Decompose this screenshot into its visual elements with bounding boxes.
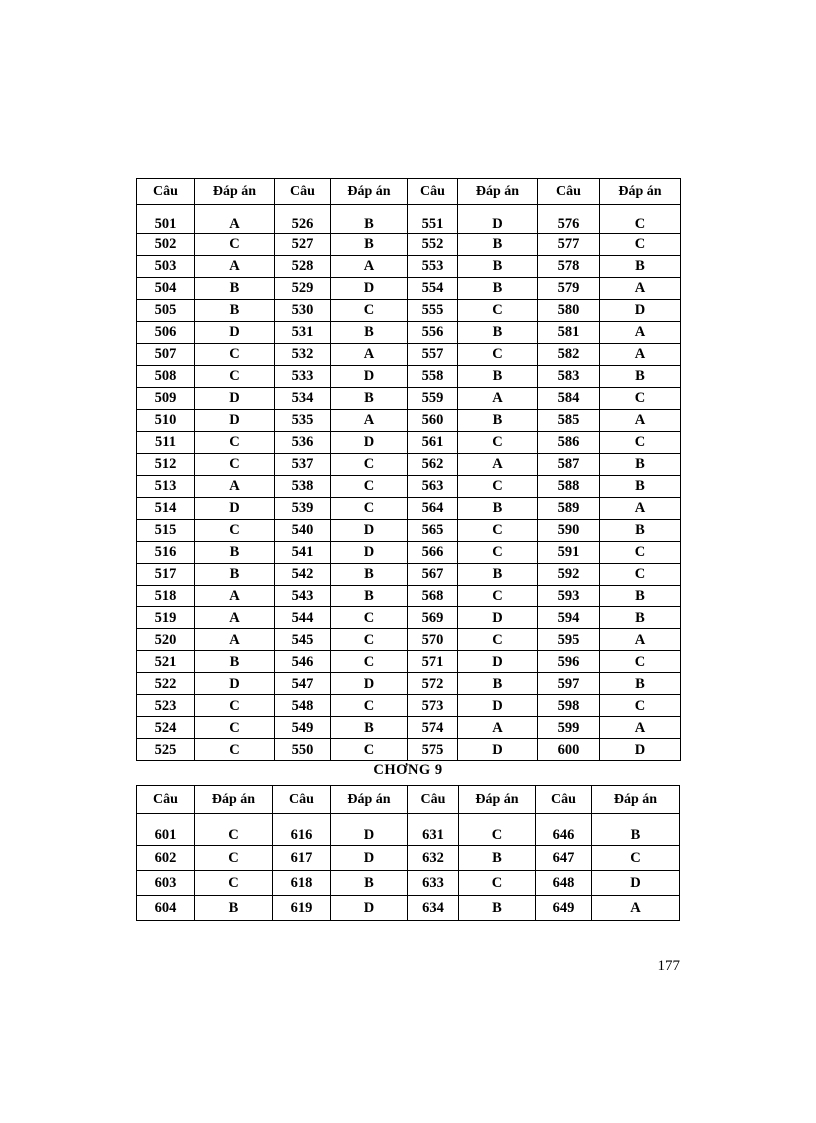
question-number-cell: 528 <box>275 255 331 277</box>
answer-cell: B <box>195 563 275 585</box>
answer-cell: A <box>458 387 538 409</box>
answer-cell: D <box>458 695 538 717</box>
question-number-cell: 531 <box>275 321 331 343</box>
answer-cell: A <box>600 629 681 651</box>
question-number-cell: 592 <box>538 563 600 585</box>
header-dap-an: Đáp án <box>331 786 408 814</box>
question-number-cell: 588 <box>538 475 600 497</box>
question-number-cell: 547 <box>275 673 331 695</box>
question-number-cell: 564 <box>408 497 458 519</box>
question-number-cell: 604 <box>137 896 195 921</box>
answer-cell: D <box>592 871 680 896</box>
answer-cell: D <box>331 896 408 921</box>
answer-cell: A <box>458 453 538 475</box>
answer-cell: B <box>331 387 408 409</box>
question-number-cell: 558 <box>408 365 458 387</box>
header-cau: Câu <box>137 179 195 205</box>
table-row <box>137 497 681 519</box>
question-number-cell: 523 <box>137 695 195 717</box>
answer-cell: B <box>458 321 538 343</box>
table-row <box>137 255 681 277</box>
answer-cell: C <box>592 846 680 871</box>
answer-cell: D <box>331 541 408 563</box>
answer-cell: B <box>195 896 273 921</box>
question-number-cell: 589 <box>538 497 600 519</box>
question-number-cell: 634 <box>408 896 459 921</box>
question-number-cell: 508 <box>137 365 195 387</box>
answer-cell: B <box>600 519 681 541</box>
question-number-cell: 525 <box>137 739 195 761</box>
question-number-cell: 554 <box>408 277 458 299</box>
question-number-cell: 519 <box>137 607 195 629</box>
answer-cell: B <box>600 255 681 277</box>
answer-cell: D <box>600 739 681 761</box>
question-number-cell: 527 <box>275 234 331 256</box>
question-number-cell: 532 <box>275 343 331 365</box>
question-number-cell: 541 <box>275 541 331 563</box>
answer-cell: D <box>331 519 408 541</box>
answer-cell: C <box>458 299 538 321</box>
question-number-cell: 535 <box>275 409 331 431</box>
answer-cell: D <box>195 321 275 343</box>
question-number-cell: 568 <box>408 585 458 607</box>
answer-cell: D <box>195 497 275 519</box>
answer-cell: C <box>458 343 538 365</box>
question-number-cell: 570 <box>408 629 458 651</box>
answer-cell: D <box>195 387 275 409</box>
chapter-heading: CHƠNG 9 <box>373 762 443 778</box>
table-row <box>137 695 681 717</box>
table-row <box>137 205 681 234</box>
question-number-cell: 546 <box>275 651 331 673</box>
answer-cell: C <box>331 497 408 519</box>
question-number-cell: 617 <box>273 846 331 871</box>
answer-cell: B <box>600 365 681 387</box>
question-number-cell: 594 <box>538 607 600 629</box>
question-number-cell: 552 <box>408 234 458 256</box>
question-number-cell: 647 <box>536 846 592 871</box>
table-row <box>137 846 680 871</box>
question-number-cell: 603 <box>137 871 195 896</box>
answer-cell: B <box>458 255 538 277</box>
answer-cell: B <box>195 651 275 673</box>
question-number-cell: 545 <box>275 629 331 651</box>
answer-cell: A <box>195 475 275 497</box>
answer-cell: C <box>195 234 275 256</box>
question-number-cell: 512 <box>137 453 195 475</box>
answer-cell: C <box>195 519 275 541</box>
answer-cell: B <box>600 453 681 475</box>
question-number-cell: 618 <box>273 871 331 896</box>
answer-cell: B <box>195 299 275 321</box>
question-number-cell: 577 <box>538 234 600 256</box>
answer-cell: D <box>600 299 681 321</box>
answer-cell: C <box>331 299 408 321</box>
answer-cell: A <box>195 255 275 277</box>
answer-cell: A <box>600 717 681 739</box>
answer-cell: B <box>458 563 538 585</box>
answer-cell: A <box>600 343 681 365</box>
question-number-cell: 506 <box>137 321 195 343</box>
question-number-cell: 576 <box>538 205 600 234</box>
table-row <box>137 585 681 607</box>
answer-cell: B <box>331 205 408 234</box>
question-number-cell: 542 <box>275 563 331 585</box>
question-number-cell: 591 <box>538 541 600 563</box>
question-number-cell: 533 <box>275 365 331 387</box>
question-number-cell: 540 <box>275 519 331 541</box>
answer-cell: C <box>331 629 408 651</box>
answer-cell: C <box>195 453 275 475</box>
question-number-cell: 561 <box>408 431 458 453</box>
answer-cell: D <box>331 431 408 453</box>
answer-cell: B <box>459 896 536 921</box>
answer-cell: C <box>458 629 538 651</box>
answer-cell: D <box>331 673 408 695</box>
answer-cell: C <box>195 365 275 387</box>
question-number-cell: 595 <box>538 629 600 651</box>
question-number-cell: 593 <box>538 585 600 607</box>
table-row <box>137 651 681 673</box>
question-number-cell: 562 <box>408 453 458 475</box>
question-number-cell: 563 <box>408 475 458 497</box>
answer-cell: B <box>331 871 408 896</box>
answer-cell: C <box>331 453 408 475</box>
question-number-cell: 565 <box>408 519 458 541</box>
answer-cell: C <box>459 814 536 846</box>
question-number-cell: 550 <box>275 739 331 761</box>
question-number-cell: 514 <box>137 497 195 519</box>
answer-cell: B <box>195 541 275 563</box>
question-number-cell: 530 <box>275 299 331 321</box>
answer-cell: C <box>195 814 273 846</box>
answer-cell: C <box>600 431 681 453</box>
question-number-cell: 599 <box>538 717 600 739</box>
header-cau: Câu <box>408 786 459 814</box>
table-row <box>137 563 681 585</box>
header-dap-an: Đáp án <box>195 786 273 814</box>
question-number-cell: 572 <box>408 673 458 695</box>
question-number-cell: 522 <box>137 673 195 695</box>
answer-cell: C <box>331 607 408 629</box>
question-number-cell: 573 <box>408 695 458 717</box>
answer-cell: B <box>458 234 538 256</box>
answer-cell: C <box>458 585 538 607</box>
question-number-cell: 544 <box>275 607 331 629</box>
answer-cell: B <box>458 497 538 519</box>
answer-cell: C <box>600 234 681 256</box>
answer-cell: B <box>458 673 538 695</box>
answer-table-body <box>137 205 681 761</box>
answer-cell: A <box>600 497 681 519</box>
answer-cell: B <box>195 277 275 299</box>
table-row <box>137 234 681 256</box>
header-cau: Câu <box>536 786 592 814</box>
table-header-row <box>137 786 680 814</box>
answer-cell: C <box>459 871 536 896</box>
table-row <box>137 387 681 409</box>
answer-cell: C <box>331 739 408 761</box>
answer-cell: C <box>195 717 275 739</box>
answer-cell: A <box>458 717 538 739</box>
question-number-cell: 505 <box>137 299 195 321</box>
header-dap-an: Đáp án <box>459 786 536 814</box>
question-number-cell: 596 <box>538 651 600 673</box>
question-number-cell: 566 <box>408 541 458 563</box>
table-row <box>137 343 681 365</box>
answer-cell: D <box>195 409 275 431</box>
question-number-cell: 543 <box>275 585 331 607</box>
table-row <box>137 629 681 651</box>
question-number-cell: 584 <box>538 387 600 409</box>
question-number-cell: 524 <box>137 717 195 739</box>
answer-cell: A <box>600 321 681 343</box>
question-number-cell: 526 <box>275 205 331 234</box>
question-number-cell: 555 <box>408 299 458 321</box>
question-number-cell: 587 <box>538 453 600 475</box>
question-number-cell: 520 <box>137 629 195 651</box>
answer-cell: D <box>458 607 538 629</box>
answer-cell: B <box>331 321 408 343</box>
question-number-cell: 616 <box>273 814 331 846</box>
question-number-cell: 537 <box>275 453 331 475</box>
answer-cell: C <box>600 695 681 717</box>
question-number-cell: 557 <box>408 343 458 365</box>
question-number-cell: 507 <box>137 343 195 365</box>
answer-cell: A <box>195 607 275 629</box>
answer-cell: D <box>458 739 538 761</box>
question-number-cell: 600 <box>538 739 600 761</box>
answer-cell: D <box>458 651 538 673</box>
question-number-cell: 536 <box>275 431 331 453</box>
answer-cell: C <box>195 846 273 871</box>
question-number-cell: 581 <box>538 321 600 343</box>
question-number-cell: 510 <box>137 409 195 431</box>
question-number-cell: 559 <box>408 387 458 409</box>
question-number-cell: 502 <box>137 234 195 256</box>
answer-cell: A <box>331 409 408 431</box>
question-number-cell: 516 <box>137 541 195 563</box>
question-number-cell: 553 <box>408 255 458 277</box>
question-number-cell: 578 <box>538 255 600 277</box>
header-dap-an: Đáp án <box>195 179 275 205</box>
question-number-cell: 521 <box>137 651 195 673</box>
answer-table-501-600 <box>136 178 681 761</box>
answer-cell: B <box>331 717 408 739</box>
answer-cell: B <box>592 814 680 846</box>
answer-cell: C <box>195 431 275 453</box>
answer-cell: B <box>459 846 536 871</box>
answer-cell: D <box>331 846 408 871</box>
header-cau: Câu <box>538 179 600 205</box>
answer-cell: C <box>600 387 681 409</box>
page-number: 177 <box>657 958 680 974</box>
answer-table-601-649 <box>136 785 680 921</box>
header-cau: Câu <box>273 786 331 814</box>
table-row <box>137 541 681 563</box>
table-row <box>137 475 681 497</box>
question-number-cell: 504 <box>137 277 195 299</box>
table-row <box>137 453 681 475</box>
question-number-cell: 585 <box>538 409 600 431</box>
question-number-cell: 574 <box>408 717 458 739</box>
question-number-cell: 549 <box>275 717 331 739</box>
question-number-cell: 632 <box>408 846 459 871</box>
header-dap-an: Đáp án <box>592 786 680 814</box>
question-number-cell: 538 <box>275 475 331 497</box>
table-row <box>137 365 681 387</box>
answer-cell: C <box>600 651 681 673</box>
answer-cell: A <box>331 343 408 365</box>
question-number-cell: 597 <box>538 673 600 695</box>
answer-cell: B <box>458 277 538 299</box>
answer-cell: D <box>331 365 408 387</box>
answer-cell: C <box>331 695 408 717</box>
answer-cell: A <box>195 585 275 607</box>
table-row <box>137 409 681 431</box>
answer-cell: C <box>195 695 275 717</box>
question-number-cell: 518 <box>137 585 195 607</box>
question-number-cell: 575 <box>408 739 458 761</box>
answer-cell: C <box>331 651 408 673</box>
question-number-cell: 601 <box>137 814 195 846</box>
question-number-cell: 646 <box>536 814 592 846</box>
answer-cell: D <box>331 814 408 846</box>
question-number-cell: 571 <box>408 651 458 673</box>
question-number-cell: 534 <box>275 387 331 409</box>
question-number-cell: 511 <box>137 431 195 453</box>
answer-cell: C <box>600 541 681 563</box>
answer-cell: D <box>195 673 275 695</box>
answer-cell: B <box>331 234 408 256</box>
header-dap-an: Đáp án <box>331 179 408 205</box>
answer-cell: A <box>600 409 681 431</box>
question-number-cell: 649 <box>536 896 592 921</box>
question-number-cell: 633 <box>408 871 459 896</box>
table-row <box>137 321 681 343</box>
question-number-cell: 513 <box>137 475 195 497</box>
answer-cell: C <box>600 563 681 585</box>
answer-cell: B <box>600 607 681 629</box>
answer-cell: C <box>458 541 538 563</box>
question-number-cell: 619 <box>273 896 331 921</box>
answer-cell: B <box>600 475 681 497</box>
table-row <box>137 896 680 921</box>
answer-cell: B <box>331 585 408 607</box>
answer-cell: B <box>331 563 408 585</box>
question-number-cell: 509 <box>137 387 195 409</box>
question-number-cell: 590 <box>538 519 600 541</box>
answer-cell: C <box>331 475 408 497</box>
question-number-cell: 582 <box>538 343 600 365</box>
question-number-cell: 539 <box>275 497 331 519</box>
answer-cell: B <box>600 673 681 695</box>
question-number-cell: 586 <box>538 431 600 453</box>
answer-cell: C <box>195 739 275 761</box>
question-number-cell: 529 <box>275 277 331 299</box>
table-row <box>137 739 681 761</box>
question-number-cell: 560 <box>408 409 458 431</box>
answer-cell: B <box>458 409 538 431</box>
table-row <box>137 607 681 629</box>
question-number-cell: 551 <box>408 205 458 234</box>
question-number-cell: 515 <box>137 519 195 541</box>
answer-cell: C <box>195 871 273 896</box>
table-row <box>137 519 681 541</box>
header-cau: Câu <box>408 179 458 205</box>
table-row <box>137 673 681 695</box>
answer-cell: A <box>331 255 408 277</box>
answer-cell: C <box>458 475 538 497</box>
question-number-cell: 501 <box>137 205 195 234</box>
question-number-cell: 583 <box>538 365 600 387</box>
question-number-cell: 503 <box>137 255 195 277</box>
answer-cell: B <box>600 585 681 607</box>
table-header-row <box>137 179 681 205</box>
answer-cell: A <box>600 277 681 299</box>
header-dap-an: Đáp án <box>600 179 681 205</box>
answer-cell: D <box>458 205 538 234</box>
question-number-cell: 548 <box>275 695 331 717</box>
table-row <box>137 277 681 299</box>
answer-table-body <box>137 814 680 921</box>
answer-cell: C <box>458 519 538 541</box>
table-row <box>137 717 681 739</box>
answer-cell: C <box>600 205 681 234</box>
question-number-cell: 598 <box>538 695 600 717</box>
header-cau: Câu <box>137 786 195 814</box>
answer-cell: D <box>331 277 408 299</box>
answer-cell: C <box>195 343 275 365</box>
answer-cell: A <box>592 896 680 921</box>
question-number-cell: 648 <box>536 871 592 896</box>
question-number-cell: 579 <box>538 277 600 299</box>
question-number-cell: 580 <box>538 299 600 321</box>
table-row <box>137 431 681 453</box>
answer-cell: A <box>195 205 275 234</box>
question-number-cell: 556 <box>408 321 458 343</box>
question-number-cell: 602 <box>137 846 195 871</box>
header-dap-an: Đáp án <box>458 179 538 205</box>
answer-cell: B <box>458 365 538 387</box>
question-number-cell: 567 <box>408 563 458 585</box>
table-row <box>137 299 681 321</box>
answer-cell: C <box>458 431 538 453</box>
table-row <box>137 814 680 846</box>
question-number-cell: 517 <box>137 563 195 585</box>
question-number-cell: 569 <box>408 607 458 629</box>
question-number-cell: 631 <box>408 814 459 846</box>
answer-cell: A <box>195 629 275 651</box>
header-cau: Câu <box>275 179 331 205</box>
table-row <box>137 871 680 896</box>
